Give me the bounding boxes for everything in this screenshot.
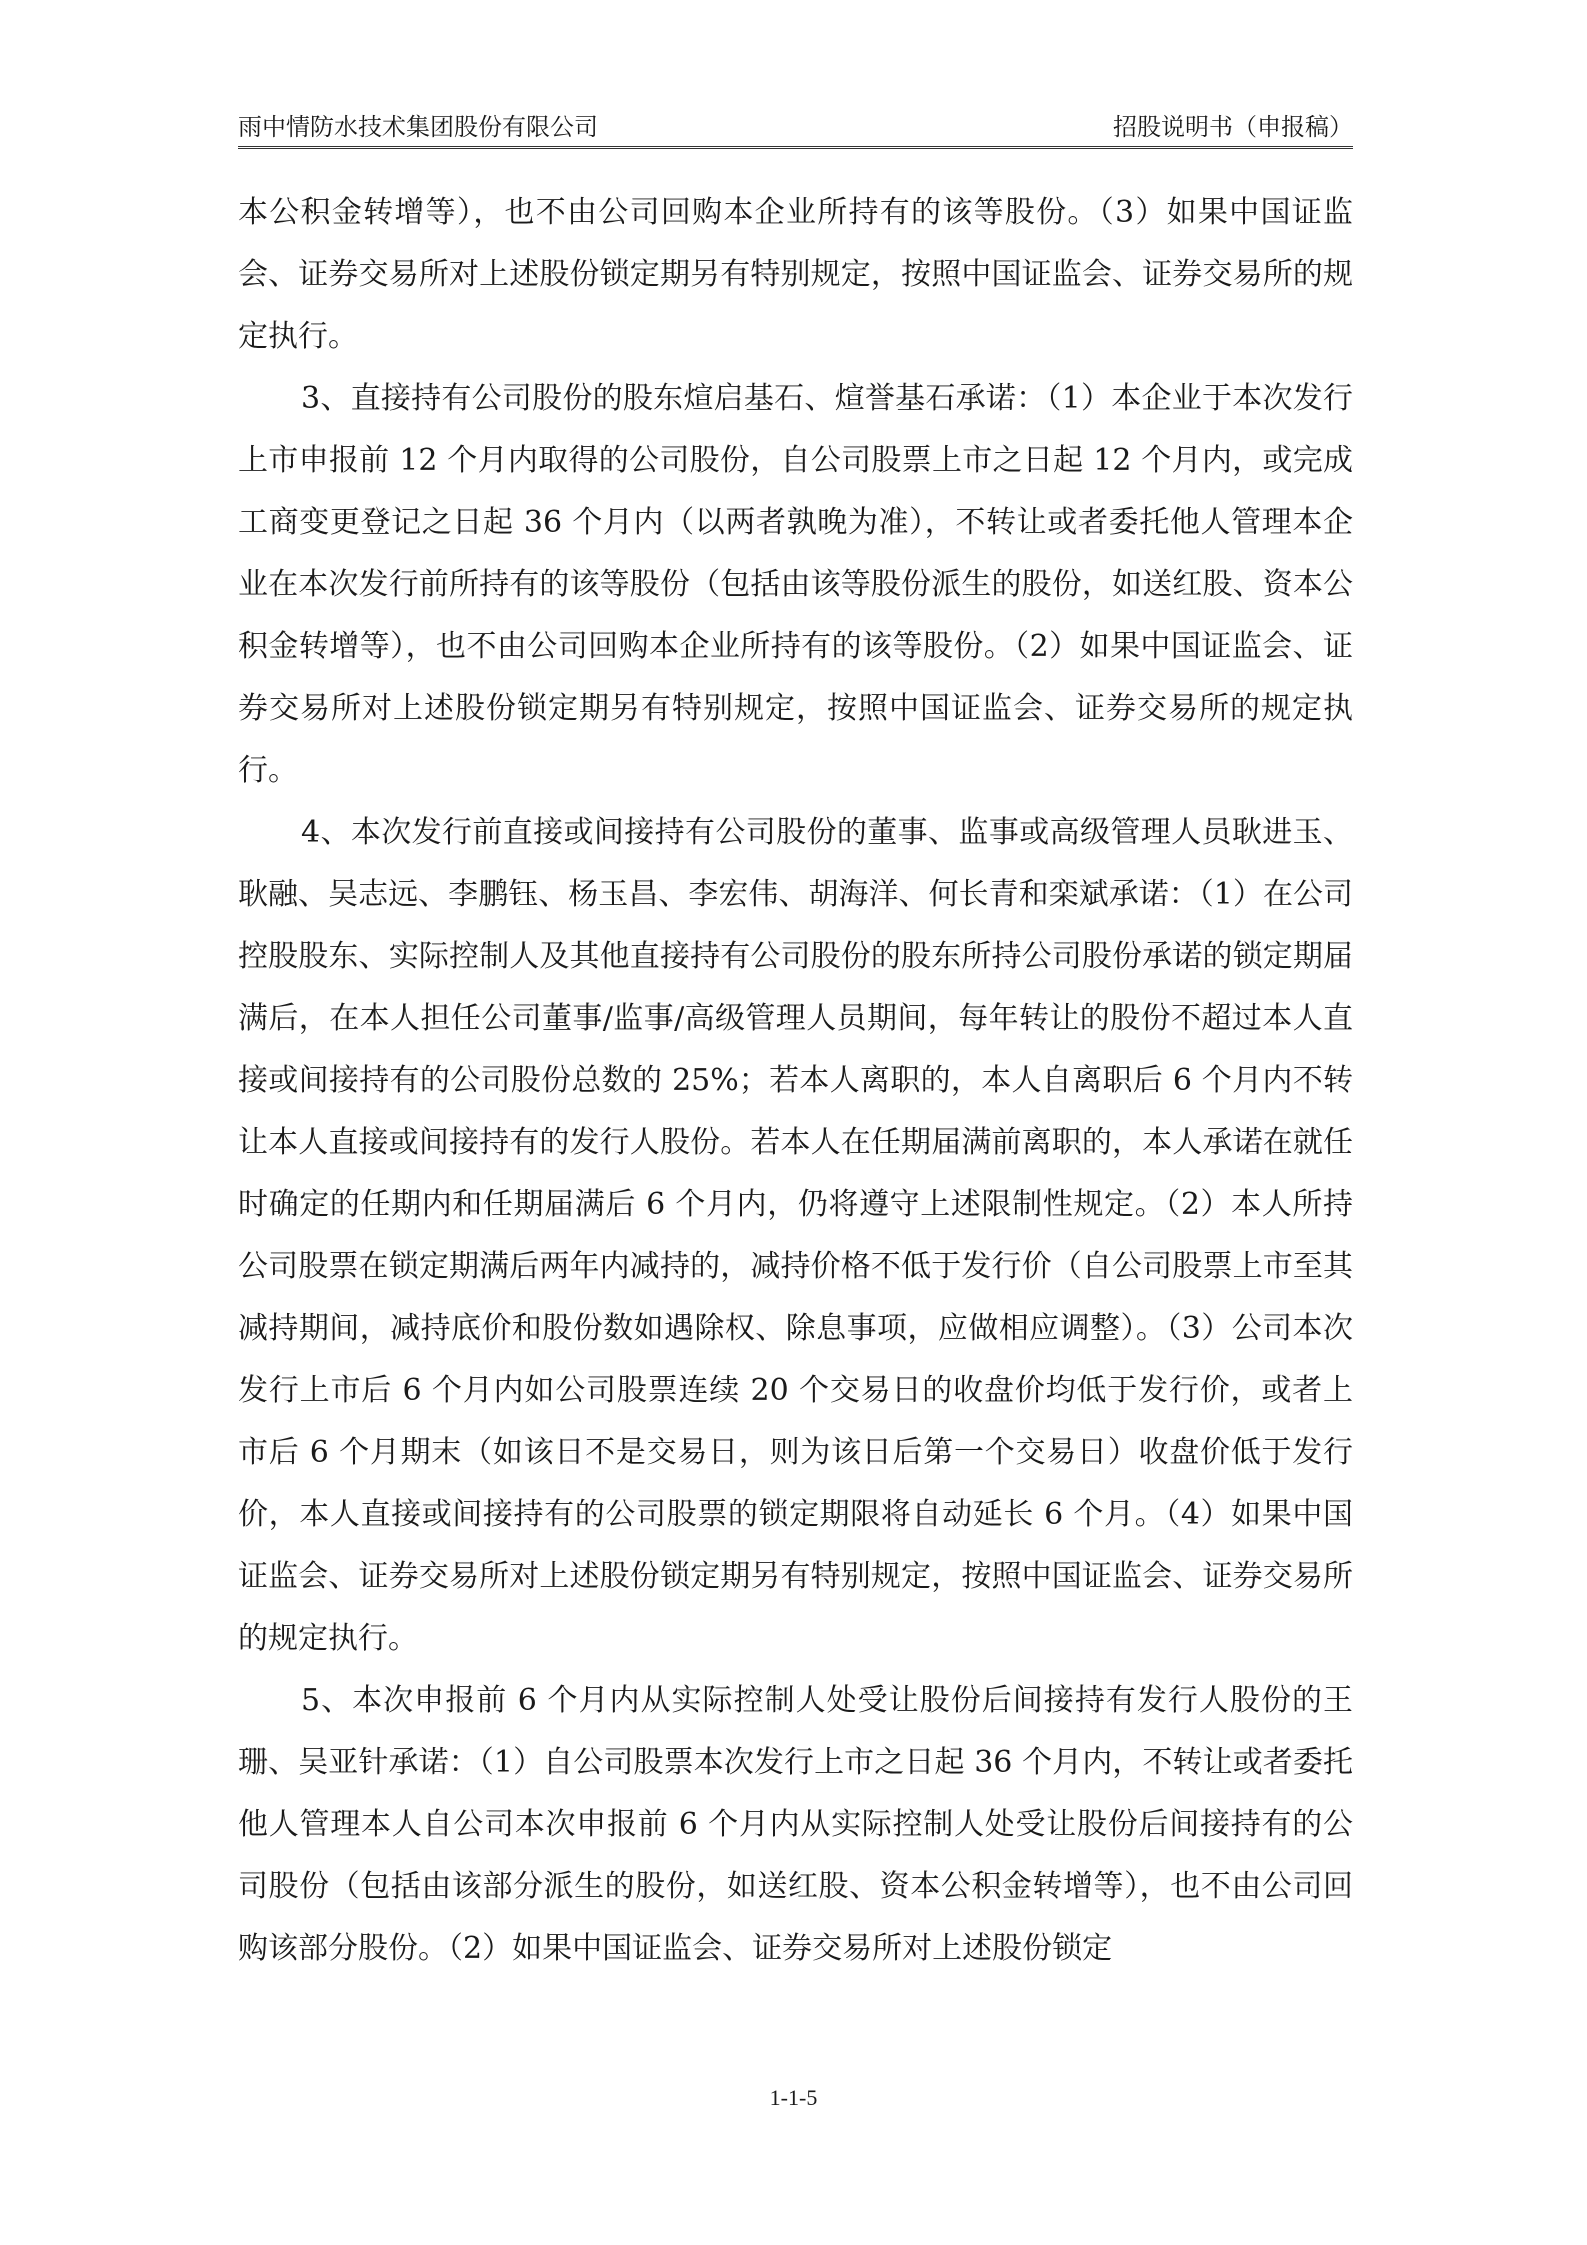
paragraph-item-5: 5、本次申报前 6 个月内从实际控制人处受让股份后间接持有发行人股份的王珊、吴亚针承诺：（1）自公司股票本次发行上市之日起 36 个月内，不转让或者委托他人管理本人自公司本次申报前 6 个月内从实际控制人处受让股份后间接持有的公司股份（包括由该部分派生的股份，如送红股、资本公积金转增等），也不由公司回购该部分股份。（2）如果中国证监会、证券交易所对上述股份锁定: [238, 1683, 1353, 1966]
header-document-title: 招股说明书（申报稿）: [1113, 113, 1353, 141]
header-company-name: 雨中情防水技术集团股份有限公司: [238, 113, 598, 141]
paragraph-continuation: 本公积金转增等），也不由公司回购本企业所持有的该等股份。（3）如果中国证监会、证券交易所对上述股份锁定期另有特别规定，按照中国证监会、证券交易所的规定执行。: [238, 195, 1353, 354]
page-body: [238, 182, 1353, 1980]
page-header: [238, 112, 1353, 149]
paragraph-item-4: 4、本次发行前直接或间接持有公司股份的董事、监事或高级管理人员耿进玉、耿融、吴志远、李鹏钰、杨玉昌、李宏伟、胡海洋、何长青和栾斌承诺：（1）在公司控股股东、实际控制人及其他直接持有公司股份的股东所持公司股份承诺的锁定期届满后，在本人担任公司董事/监事/高级管理人员期间，每年转让的股份不超过本人直接或间接持有的公司股份总数的 25%；若本人离职的，本人自离职后 6 个月内不转让本人直接或间接持有的发行人股份。若本人在任期届满前离职的，本人承诺在就任时确定的任期内和任期届满后 6 个月内，仍将遵守上述限制性规定。（2）本人所持公司股票在锁定期满后两年内减持的，减持价格不低于发行价（自公司股票上市至其减持期间，减持底价和股份数如遇除权、除息事项，应做相应调整）。（3）公司本次发行上市后 6 个月内如公司股票连续 20 个交易日的收盘价均低于发行价，或者上市后 6 个月期末（如该日不是交易日，则为该日后第一个交易日）收盘价低于发行价，本人直接或间接持有的公司股票的锁定期限将自动延长 6 个月。（4）如果中国证监会、证券交易所对上述股份锁定期另有特别规定，按照中国证监会、证券交易所的规定执行。: [238, 815, 1353, 1656]
paragraph-item-3: 3、直接持有公司股份的股东煊启基石、煊誉基石承诺：（1）本企业于本次发行上市申报前 12 个月内取得的公司股份，自公司股票上市之日起 12 个月内，或完成工商变更登记之日起 36 个月内（以两者孰晚为准），不转让或者委托他人管理本企业在本次发行前所持有的该等股份（包括由该等股份派生的股份，如送红股、资本公积金转增等），也不由公司回购本企业所持有的该等股份。（2）如果中国证监会、证券交易所对上述股份锁定期另有特别规定，按照中国证监会、证券交易所的规定执行。: [238, 381, 1353, 788]
page-number: 1-1-5: [769, 2085, 818, 2110]
